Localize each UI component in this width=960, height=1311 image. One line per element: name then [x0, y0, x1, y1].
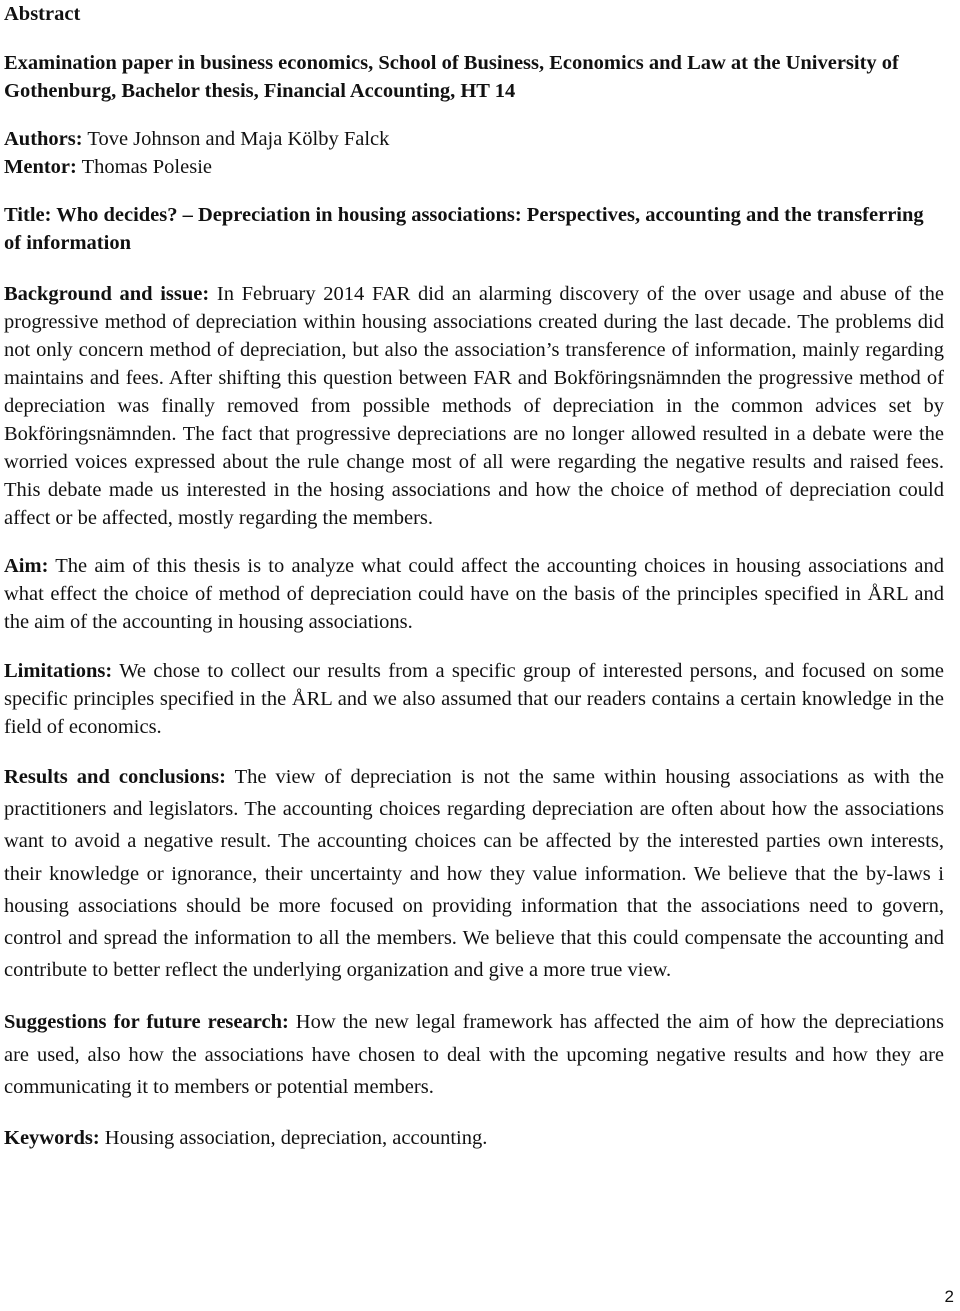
title-block [4, 201, 944, 257]
authors-label: Authors: [4, 128, 83, 150]
suggestions-section [4, 1006, 944, 1103]
mentor-value: Thomas Polesie [76, 156, 213, 178]
limitations-label: Limitations: [4, 660, 113, 682]
suggestions-label: Suggestions for future research: [4, 1011, 289, 1034]
document-page [4, 0, 944, 1152]
abstract-heading: Abstract [4, 3, 81, 25]
authors-line [4, 125, 944, 153]
background-text: In February 2014 FAR did an alarming discovery of the over usage and abuse of the progressive method of depreciation within housing associations created during the last decade. The problems did not only concern method of depreciation, but also the association’s transference of information, mainly regarding maintains and fees. After shifting this question between FAR and Bokföringsnämnden the progressive method of depreciation was finally removed from possible methods of depreciation in the common advices set by Bokföringsnämnden. The fact that progressive depreciations are no longer allowed resulted in a debate were the worried voices expressed about the rule change most of all were regarding the negative results and raised fees. This debate made us interested in the hosing associations and how the choice of method of depreciation could affect or be affected, mostly regarding the members. [4, 283, 944, 529]
background-label: Background and issue: [4, 283, 210, 305]
aim-label: Aim: [4, 555, 49, 577]
title-value: Who decides? – Depreciation in housing associations: Perspectives, accounting and the transferring of information [4, 204, 924, 254]
authors-mentor-block [4, 125, 944, 181]
mentor-label: Mentor: [4, 156, 77, 178]
keywords-label: Keywords: [4, 1127, 100, 1150]
background-section [4, 280, 944, 532]
title-label: Title: [4, 204, 52, 226]
authors-value: Tove Johnson and Maja Kölby Falck [82, 128, 390, 150]
aim-text: The aim of this thesis is to analyze what could affect the accounting choices in housing associations and what effect the choice of method of depreciation could have on the basis of the principles specified in ÅRL and the aim of the accounting in housing associations. [4, 555, 944, 633]
results-label: Results and conclusions: [4, 766, 226, 788]
results-text: The view of depreciation is not the same within housing associations as with the practitioners and legislators. The accounting choices regarding depreciation are often about how the associations want to avoid a negative result. The accounting choices can be affected by the interested parties own interests, their knowledge or ignorance, their uncertainty and how they value information. We believe that the by-laws i housing associations should be more focused on providing information that the associations need to govern, control and spread the information to all the members. We believe that this could compensate the accounting and contribute to better reflect the underlying organization and give a more true view. [4, 766, 945, 982]
results-section [4, 761, 944, 986]
limitations-section [4, 657, 944, 741]
exam-info: Examination paper in business economics, School of Business, Economics and Law at the University of Gothenburg, Bachelor thesis, Financial Accounting, HT 14 [4, 52, 899, 102]
limitations-text: We chose to collect our results from a specific group of interested persons, and focused on some specific principles specified in the ÅRL and we also assumed that our readers contains a certain knowledge in the field of economics. [4, 660, 944, 738]
keywords-section [4, 1124, 944, 1152]
mentor-line [4, 153, 944, 181]
aim-section [4, 552, 944, 636]
page-number: 2 [944, 1287, 954, 1306]
suggestions-text: How the new legal framework has affected the aim of how the depreciations are used, also how the associations have chosen to deal with the upcoming negative results and how they are communicating it to members or potential members. [4, 1011, 944, 1098]
keywords-text: Housing association, depreciation, accounting. [99, 1127, 488, 1150]
